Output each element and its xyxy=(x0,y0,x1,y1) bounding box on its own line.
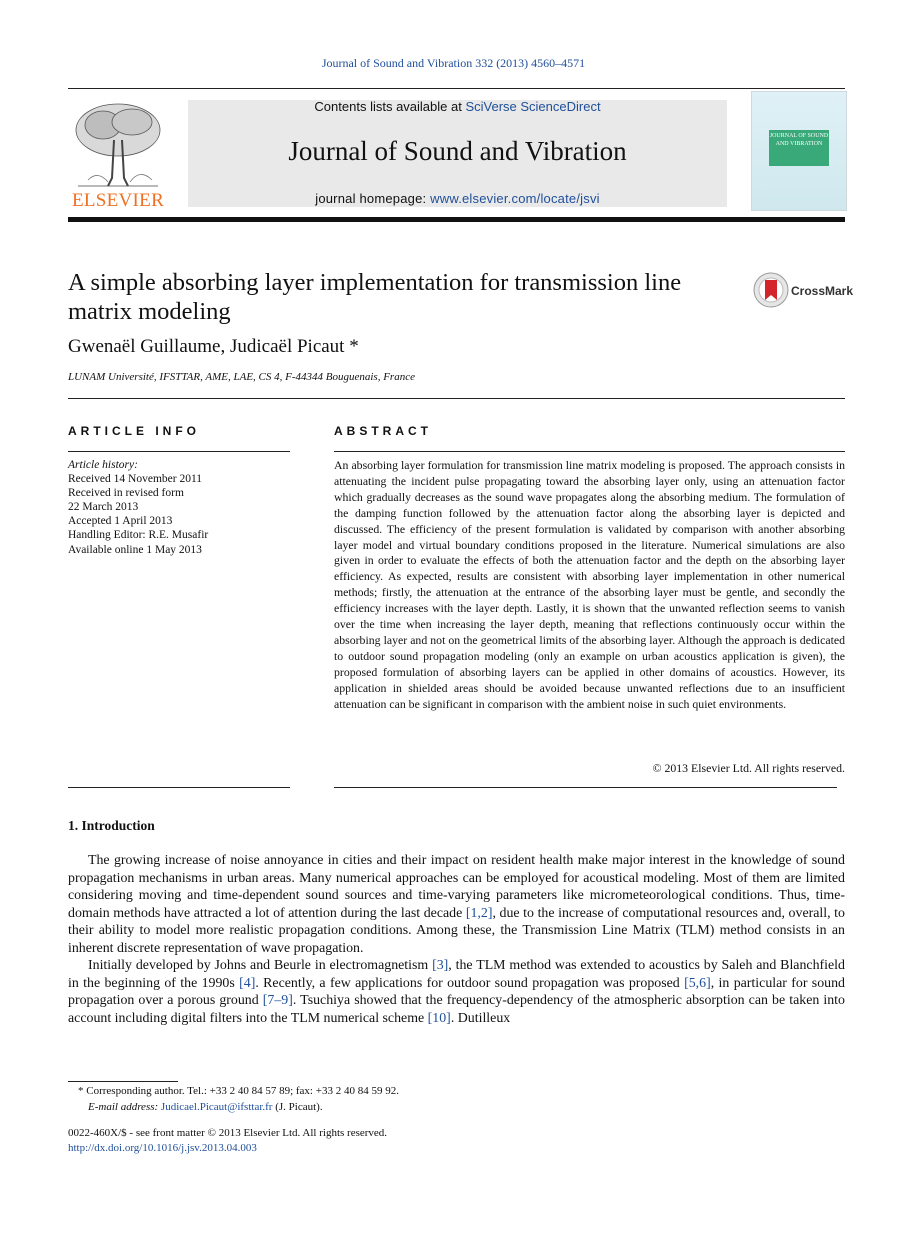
abstract-copyright: © 2013 Elsevier Ltd. All rights reserved. xyxy=(652,761,845,775)
text-run: , the TLM method was extended to acoustics by Saleh and Blanchfield in the beginning of the 1990s xyxy=(68,958,845,991)
text-run: , in particular for sound propagation over a porous ground xyxy=(68,975,845,1008)
history-item: 22 March 2013 xyxy=(68,501,139,514)
homepage-line xyxy=(188,191,727,206)
intro-paragraph-1 xyxy=(68,852,845,957)
footnote-rule xyxy=(68,1081,178,1082)
journal-cover-thumbnail xyxy=(751,91,847,211)
abstract-heading: ABSTRACT xyxy=(334,424,432,438)
contents-line xyxy=(188,99,727,114)
header-top-rule xyxy=(68,88,845,89)
corresponding-author-note: * Corresponding author. Tel.: +33 2 40 84 57 89; fax: +33 2 40 84 59 92. xyxy=(78,1085,399,1097)
abstract-rule-bottom xyxy=(334,787,837,788)
header-bottom-rule xyxy=(68,217,845,222)
email-suffix: (J. Picaut). xyxy=(272,1100,323,1113)
crossmark-label[interactable]: CrossMark xyxy=(791,284,854,298)
text-run: . Recently, a few applications for outdoor sound propagation was proposed xyxy=(255,975,685,991)
citation-ref[interactable]: [5,6] xyxy=(684,975,711,991)
citation-ref[interactable]: [1,2] xyxy=(465,905,493,921)
intro-paragraph-2 xyxy=(68,957,845,1027)
contents-prefix: Contents lists available at xyxy=(314,99,466,114)
history-item: Accepted 1 April 2013 xyxy=(68,515,173,528)
article-info-heading: ARTICLE INFO xyxy=(68,424,200,438)
issn-doi-block xyxy=(68,1126,387,1156)
doi-link[interactable]: http://dx.doi.org/10.1016/j.jsv.2013.04.003 xyxy=(68,1142,257,1154)
issn-line: 0022-460X/$ - see front matter © 2013 Elsevier Ltd. All rights reserved. xyxy=(68,1127,388,1139)
history-item: Available online 1 May 2013 xyxy=(68,543,202,556)
cover-title-block: JOURNAL OF SOUND AND VIBRATION xyxy=(769,130,829,166)
homepage-prefix: journal homepage: xyxy=(315,191,431,206)
citation-link[interactable]: Journal of Sound and Vibration 332 (2013) 4560–4571 xyxy=(321,56,586,70)
email-link[interactable]: Judicael.Picaut@ifsttar.fr xyxy=(160,1100,273,1113)
citation-ref[interactable]: [10] xyxy=(427,1010,451,1026)
citation-ref[interactable]: [3] xyxy=(432,958,449,973)
history-item: Handling Editor: R.E. Musafir xyxy=(68,529,209,542)
article-info-rule-bottom xyxy=(68,787,290,788)
history-item: Received in revised form xyxy=(68,487,184,500)
article-history xyxy=(68,458,290,557)
text-run: Initially developed by Johns and Beurle in electromagnetism xyxy=(88,958,433,973)
affiliation: LUNAM Université, IFSTTAR, AME, LAE, CS 4, F-44344 Bouguenais, France xyxy=(68,371,415,383)
sciencedirect-link[interactable]: SciVerse ScienceDirect xyxy=(465,99,601,114)
text-run: . Dutilleux xyxy=(450,1010,511,1026)
introduction-body xyxy=(68,852,845,1027)
text-run: The growing increase of noise annoyance in cities and their impact on resident health make major interest in the knowledge of sound propagation mechanisms in urban areas. Many numerical approaches can be employed for acoustical modeling. Most of them are limited considering moving and time-dependent sound sources and time-varying parameters like micrometeorological conditions. Thus, time-domain methods have attracted a lot of attention during the last decade xyxy=(68,853,845,921)
history-label: Article history: xyxy=(68,459,138,471)
article-title: A simple absorbing layer implementation for transmission line matrix modeling xyxy=(68,269,682,325)
homepage-link[interactable]: www.elsevier.com/locate/jsvi xyxy=(430,191,600,206)
footnotes xyxy=(68,1084,845,1115)
email-note xyxy=(68,1100,845,1116)
journal-title: Journal of Sound and Vibration xyxy=(288,136,627,166)
section-heading-introduction: 1. Introduction xyxy=(68,818,155,833)
authors: Gwenaël Guillaume, Judicaël Picaut * xyxy=(68,336,359,357)
crossmark-icon xyxy=(753,272,789,308)
email-label: E-mail address: xyxy=(88,1100,161,1113)
abstract-rule-top xyxy=(334,451,845,452)
history-item: Received 14 November 2011 xyxy=(68,473,203,486)
article-info-rule-top xyxy=(68,451,290,452)
text-run: . Tsuchiya showed that the frequency-dependency of the atmospheric absorption can be taken into account including digital filters into the TLM numerical scheme xyxy=(68,993,845,1026)
abstract-text: An absorbing layer formulation for transmission line matrix modeling is proposed. The approach consists in attenuating the incident pulse propagating toward the absorbing layer only, using an attenuation factor which gradually decreases as the sound wave propagates along the absorbing medium. The formulation of the damping function followed by the attenuation factor along the absorbing layer is depicted and discussed. The efficiency of the present formulation is validated by comparison with another absorbing layer model and virtual boundary conditions proposed in the literature. Numerical simulations are also given in order to evaluate the effects of both the attenuation factor and the depth on the absorbing layer efficiency. As expected, results are consistent with absorbing layer implementation in other numerical methods; firstly, the attenuation at the entrance of the absorbing layer must be gentle, and secondly the efficiency increases with the layer depth. Lastly, it is shown that the unwanted reflection seems to vanish over the time when increasing the layer depth, meaning that reflections continuously occur within the absorbing layer and not on the geometrical limits of the absorbing layer. Although the approach is dedicated to outdoor sound propagation modeling (only an example on urban acoustics application is given), the proposed formulation of absorbing layers can be applied in other domains of acoustics. However, its application in shielded areas should be avoided because unwanted reflections due to an insufficient attenuation can be significant in comparison with the ambient noise in such quiet environments. xyxy=(334,458,845,711)
journal-citation[interactable] xyxy=(0,56,907,71)
text-run: , due to the increase of computational resources and, overall, to their ability to model more realistic propagation conditions. Among these, the Transmission Line Matrix (TLM) method consists in an inherent discrete representation of wave propagation. xyxy=(68,905,845,956)
elsevier-wordmark: ELSEVIER xyxy=(71,190,165,211)
citation-ref[interactable]: [7–9] xyxy=(262,993,293,1008)
citation-ref[interactable]: [4] xyxy=(239,975,256,991)
title-block-rule xyxy=(68,398,845,399)
